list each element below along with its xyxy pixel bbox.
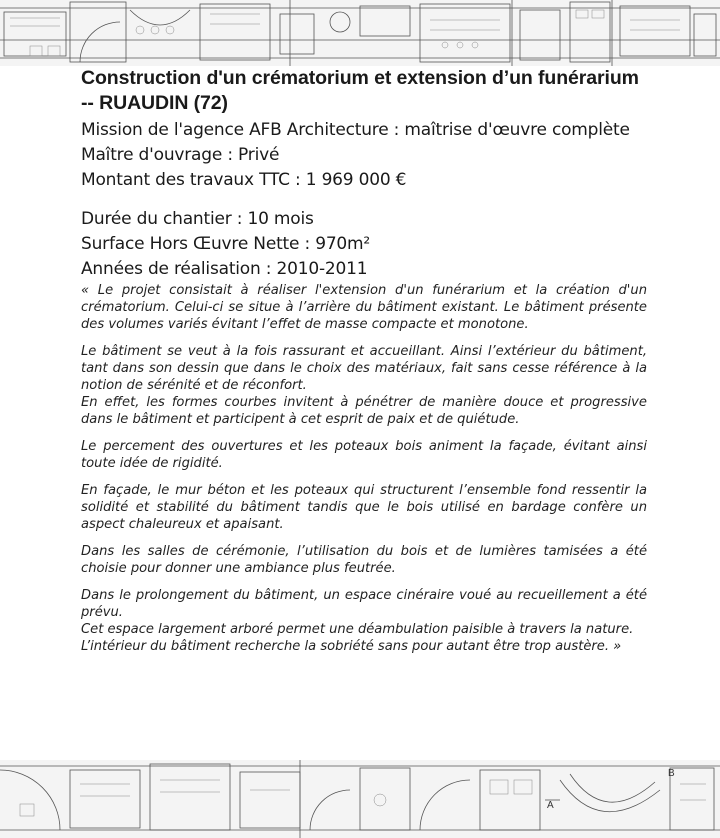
floor-plan-drawing-top — [0, 0, 720, 66]
plan-marker-a: A — [547, 800, 554, 811]
mission-line: Mission de l'agence AFB Architecture : maîtrise d'œuvre complète — [81, 120, 630, 140]
floor-plan-drawing-bottom — [0, 760, 720, 838]
budget-line: Montant des travaux TTC : 1 969 000 € — [81, 170, 407, 190]
description-paragraph: Le bâtiment se veut à la fois rassurant et accueillant. Ainsi l’extérieur du bâtiment, tant dans son dessin que dans le choix des matériaux, fait sans cesse référence à la notion de sérénité et de réconfort. — [81, 344, 647, 393]
project-description — [81, 282, 647, 655]
plan-marker-b: B — [668, 768, 675, 779]
project-title: Construction d'un crématorium et extension d’un funérarium -- RUAUDIN (72) — [81, 67, 639, 114]
project-info-secondary — [81, 207, 647, 282]
duration-line: Durée du chantier : 10 mois — [81, 209, 314, 229]
description-paragraph: En effet, les formes courbes invitent à pénétrer de manière douce et progressive dans le bâtiment et participent à cet esprit de paix et de quiétude. — [81, 395, 647, 427]
surface-line: Surface Hors Œuvre Nette : 970m² — [81, 234, 371, 254]
description-paragraph: Dans les salles de cérémonie, l’utilisation du bois et de lumières tamisées a été choisie pour donner une ambiance plus feutrée. — [81, 544, 647, 576]
description-paragraph: En façade, le mur béton et les poteaux qui structurent l’ensemble fond ressentir la solidité et stabilité du bâtiment tandis que le bois utilisé en bardage confère un aspect chaleureux et apaisant. — [81, 483, 647, 532]
project-sheet — [81, 66, 647, 655]
client-line: Maître d'ouvrage : Privé — [81, 145, 280, 165]
years-line: Années de réalisation : 2010-2011 — [81, 259, 368, 279]
project-info-primary — [81, 118, 647, 193]
description-paragraph: Cet espace largement arboré permet une déambulation paisible à travers la nature. — [81, 622, 634, 637]
floor-plan-footer — [0, 760, 720, 838]
description-paragraph: Dans le prolongement du bâtiment, un espace cinéraire voué au recueillement a été prévu. — [81, 588, 647, 620]
description-paragraph: « Le projet consistait à réaliser l'extension d'un funérarium et la création d'un crématorium. Celui-ci se situe à l’arrière du bâtiment existant. Le bâtiment présente des volumes variés évitant l’effet de masse compacte et monotone. — [81, 283, 647, 332]
description-paragraph: Le percement des ouvertures et les poteaux bois animent la façade, évitant ainsi toute idée de rigidité. — [81, 439, 647, 471]
description-paragraph: L’intérieur du bâtiment recherche la sobriété sans pour autant être trop austère. » — [81, 639, 622, 654]
floor-plan-header — [0, 0, 720, 66]
